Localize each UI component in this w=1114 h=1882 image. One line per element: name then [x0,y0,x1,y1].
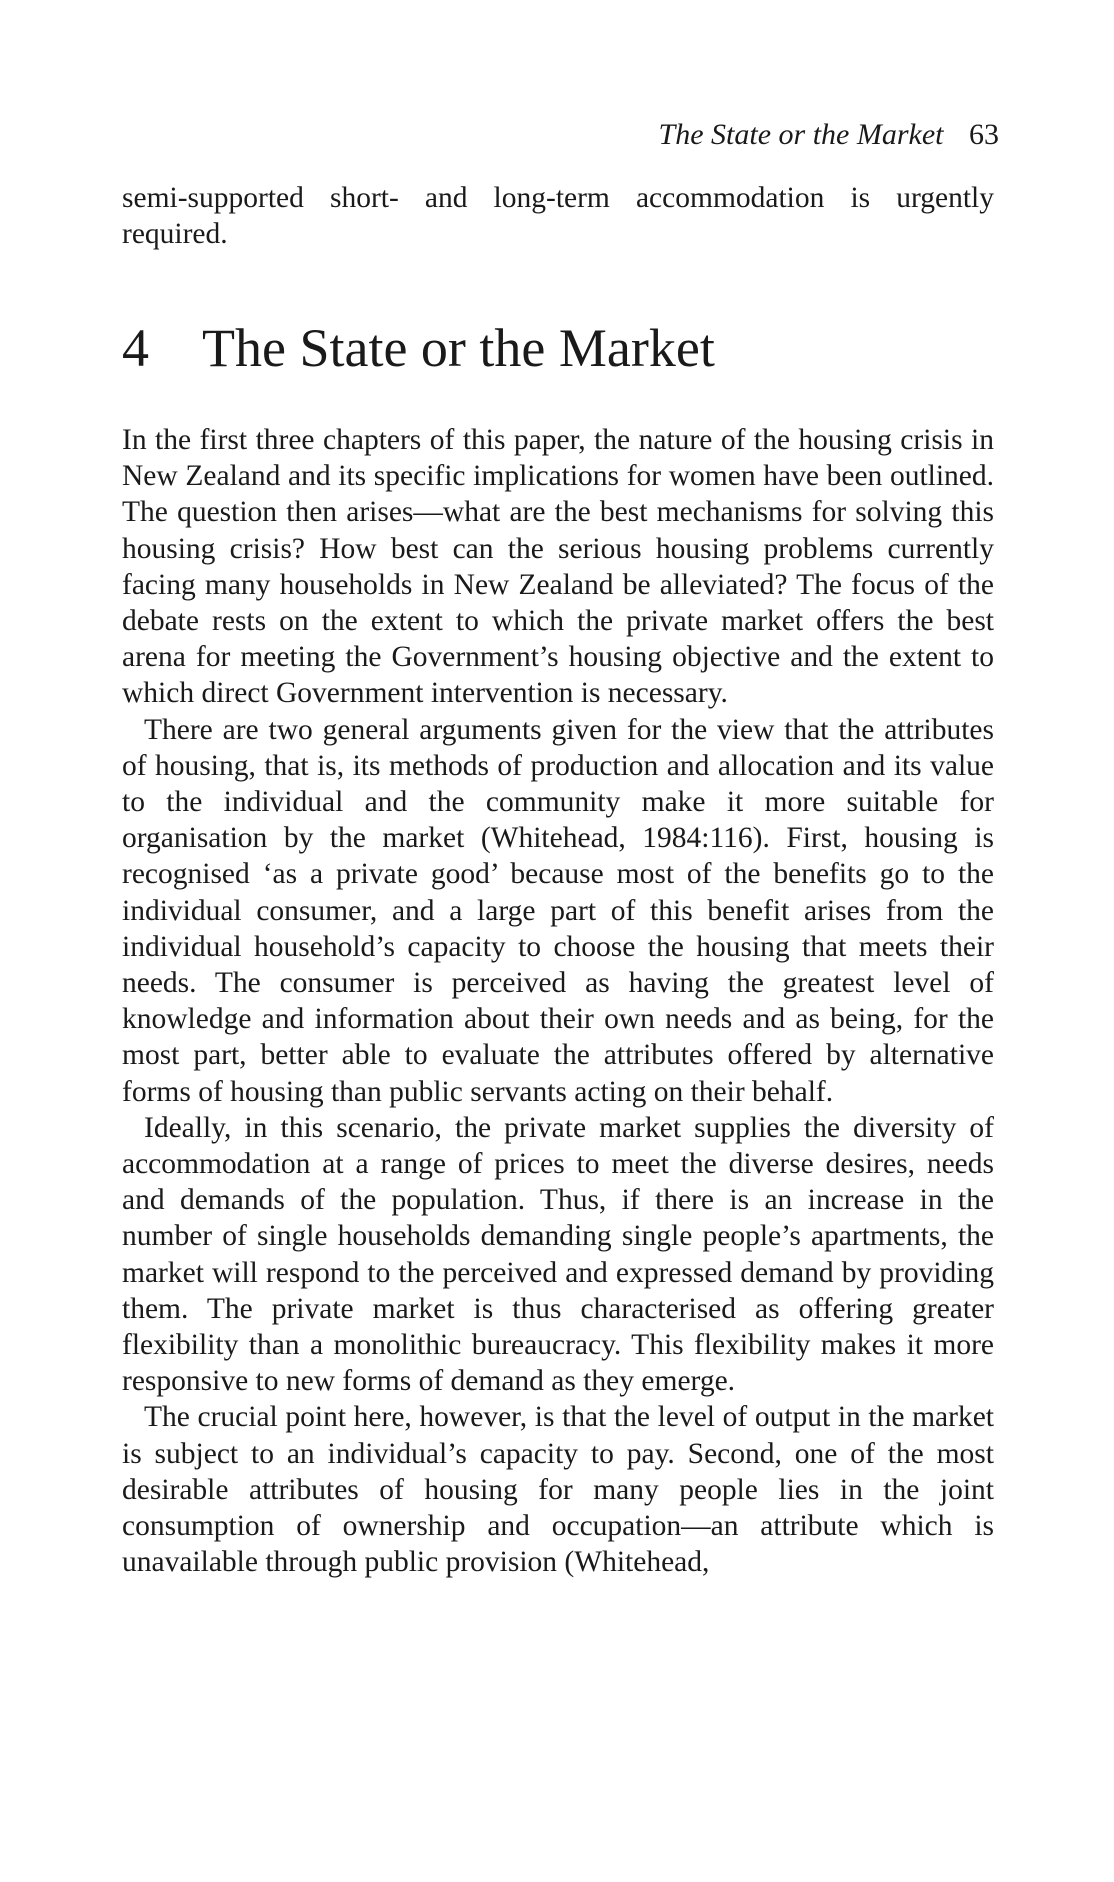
body-text [122,422,994,1581]
paragraph: Ideally, in this scenario, the private market supplies the diversity of accommodation at a range of prices to meet the diverse desires, needs and demands of the population. Thus, if there is an increase in the number of single households demanding single people’s apartments, the market will respond to the perceived and expressed demand by providing them. The private market is thus characterised as offering greater flexibility than a monolithic bureaucracy. This flexibility makes it more responsive to new forms of demand as they emerge. [122,1111,994,1398]
chapter-title: The State or the Market [202,318,715,378]
chapter-heading [122,318,715,378]
paragraph: There are two general arguments given for the view that the attributes of housing, that is, its methods of production and allocation and its value to the individual and the community make it more suitable for organisation by the market (Whitehead, 1984:116). First, housing is recognised ‘as a private good’ because most of the benefits go to the individual consumer, and a large part of this benefit arises from the individual household’s capacity to choose the housing that meets their needs. The consumer is perceived as having the greatest level of knowledge and information about their own needs and as being, for the most part, better able to evaluate the attributes offered by alternative forms of housing than public servants acting on their behalf. [122,713,994,1108]
paragraph: In the first three chapters of this paper, the nature of the housing crisis in New Zealand and its specific implications for women have been outlined. The question then arises—what are the best mechanisms for solving this housing crisis? How best can the serious housing problems currently facing many households in New Zealand be alleviated? The focus of the debate rests on the extent to which the private market offers the best arena for meeting the Government’s housing objective and the extent to which direct Government intervention is necessary. [122,424,994,710]
continuation-paragraph: semi-supported short- and long-term accommodation is urgently required. [122,182,994,251]
page-number: 63 [969,118,999,151]
chapter-number: 4 [122,318,149,378]
running-head-title: The State or the Market [658,118,944,151]
running-head [659,118,999,152]
continuation-paragraph-block [122,180,994,252]
paragraph: The crucial point here, however, is that the level of output in the market is subject to an individual’s capacity to pay. Second, one of the most desirable attributes of housing for many people lies in the joint consumption of ownership and occupation—an attribute which is unavailable through public provision (Whitehead, [122,1401,994,1579]
